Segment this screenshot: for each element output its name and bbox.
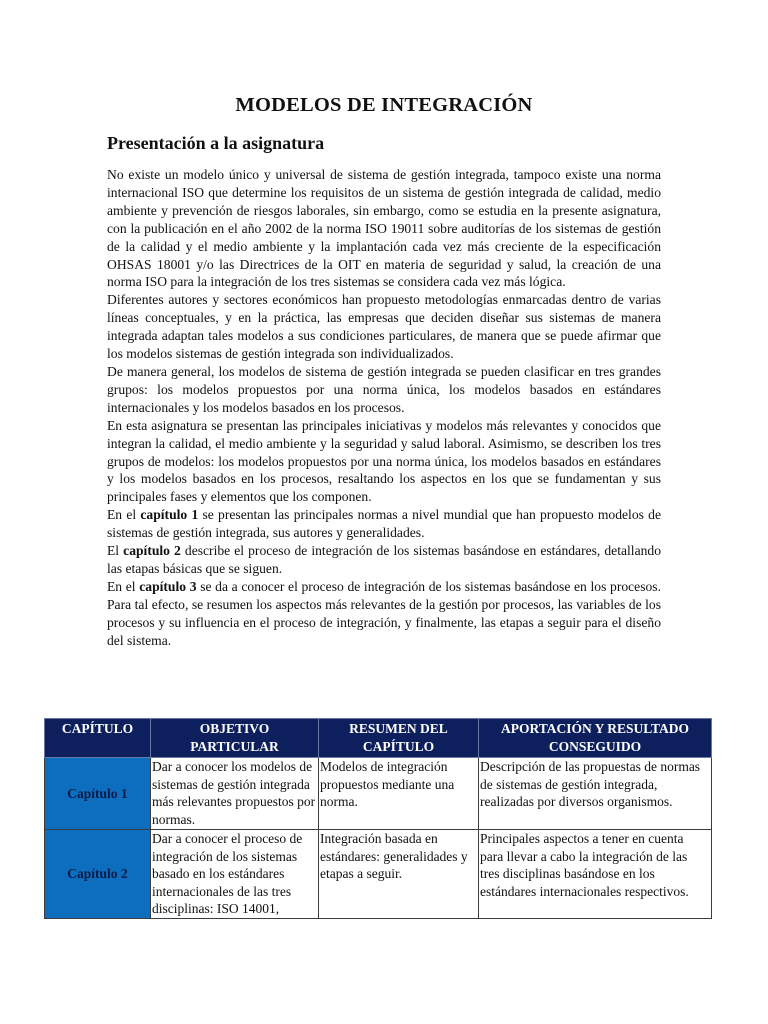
chapters-table xyxy=(44,718,712,919)
text-run: De manera general, los modelos de sistema de gestión integrada se pueden clasificar en tres grandes grupos: los modelos propuestos por una norma única, los modelos basados en estándares internacionales y los modelos basados en los procesos. xyxy=(107,363,661,415)
text-run: describe el proceso de integración de los sistemas basándose en estándares, detallando las etapas básicas que se siguen. xyxy=(107,543,662,576)
text-run: En esta asignatura se presentan las principales iniciativas y modelos más relevantes y conocidos que integran la calidad, el medio ambiente y la seguridad y salud laboral. Asimismo, se describen los tres grupos de modelos: los modelos propuestos por una norma única, los modelos basados en estándares y los modelos basados en los procesos, resaltando los aspectos en los que se fundamentan y sus principales fases y elementos que los componen. xyxy=(107,417,661,505)
header-result: APORTACIÓN Y RESULTADO CONSEGUIDO xyxy=(479,719,712,758)
chapter-reference: capítulo 1 xyxy=(140,507,199,523)
result-cell: Descripción de las propuestas de normas de sistemas de gestión integrada, realizadas por diversos organismos. xyxy=(479,758,712,830)
chapter-reference: capítulo 3 xyxy=(139,578,197,594)
paragraph xyxy=(107,578,661,650)
table-row xyxy=(45,830,712,919)
paragraph xyxy=(107,506,661,542)
summary-cell: Integración basada en estándares: generalidades y etapas a seguir. xyxy=(319,830,479,919)
paragraph xyxy=(107,417,661,507)
objective-cell: Dar a conocer los modelos de sistemas de gestión integrada más relevantes propuestos por normas. xyxy=(151,758,319,830)
body-text xyxy=(107,166,661,649)
paragraph xyxy=(107,291,661,363)
header-chapter: CAPÍTULO xyxy=(45,719,151,758)
text-run: En el xyxy=(107,507,141,523)
table-row xyxy=(45,758,712,830)
chapter-cell: Capítulo 1 xyxy=(45,758,151,830)
text-run: En el xyxy=(107,578,140,594)
text-run: El xyxy=(107,543,124,559)
paragraph xyxy=(107,363,661,417)
header-summary: RESUMEN DEL CAPÍTULO xyxy=(319,719,479,758)
document-title: MODELOS DE INTEGRACIÓN xyxy=(235,94,533,116)
paragraph xyxy=(107,542,661,578)
text-run: No existe un modelo único y universal de sistema de gestión integrada, tampoco existe una norma internacional ISO que determine los requisitos de un sistema de gestión integrada de calidad, medio ambiente y prevención de riesgos laborales, sin embargo, como se estudia en la presente asignatura, con la publicación en el año 2002 de la norma ISO 19011 sobre auditorías de los sistemas de gestión de la calidad y el medio ambiente y la implantación cada vez más creciente de la especificación OHSAS 18001 y/o las Directrices de la OIT en materia de seguridad y salud, la creación de una norma ISO para la integración de los tres sistemas se considera cada vez más lógica. xyxy=(107,167,661,290)
text-run: se presentan las principales normas a nivel mundial que han propuesto modelos de sistemas de gestión integrada, sus autores y generalidades. xyxy=(107,507,661,541)
chapter-reference: capítulo 2 xyxy=(123,543,181,559)
paragraph xyxy=(107,166,661,291)
objective-cell: Dar a conocer el proceso de integración de los sistemas basado en los estándares internacionales de las tres disciplinas: ISO 14001, xyxy=(151,830,319,919)
result-cell: Principales aspectos a tener en cuenta para llevar a cabo la integración de las tres disciplinas basándose en los estándares internacionales respectivos. xyxy=(479,830,712,919)
section-heading: Presentación a la asignatura xyxy=(107,133,325,153)
table-header-row xyxy=(45,719,712,758)
header-objective: OBJETIVO PARTICULAR xyxy=(151,719,319,758)
summary-cell: Modelos de integración propuestos mediante una norma. xyxy=(319,758,479,830)
text-run: se da a conocer el proceso de integración de los sistemas basándose en los procesos. Para tal efecto, se resumen los aspectos más relevantes de la gestión por procesos, las variables de los procesos y su influencia en el proceso de integración, y finalmente, las etapas a seguir para el diseño del sistema. xyxy=(107,578,661,648)
chapter-cell: Capítulo 2 xyxy=(45,830,151,919)
text-run: Diferentes autores y sectores económicos han propuesto metodologías enmarcadas dentro de varias líneas conceptuales, y en la práctica, las empresas que deciden diseñar sus sistemas de manera integrada adaptan tales modelos a sus condiciones particulares, de manera que se puede afirmar que los modelos sistemas de gestión integrada son individualizados. xyxy=(107,292,661,362)
